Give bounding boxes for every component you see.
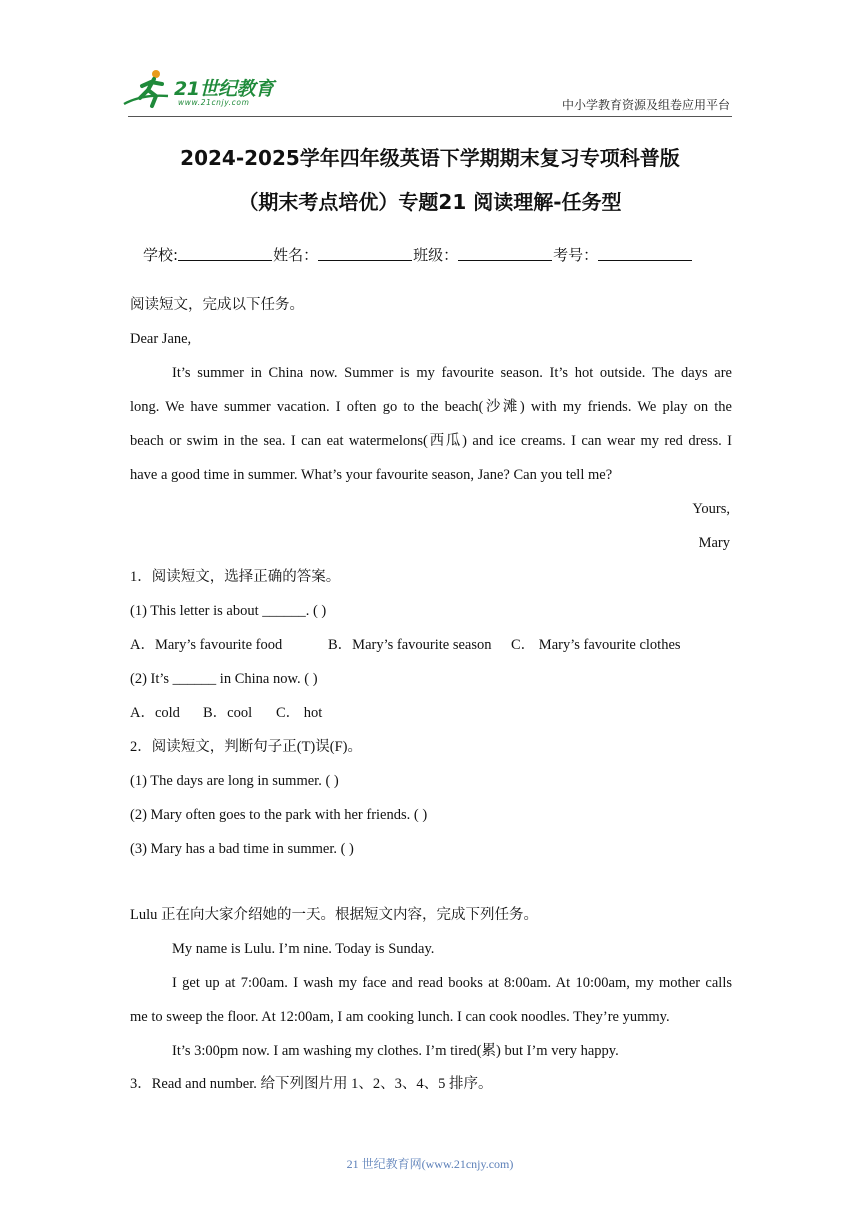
class-label: 班级： (413, 246, 459, 264)
option-b[interactable]: B．Mary’s favourite season (328, 637, 492, 653)
option-a[interactable]: A．cold (130, 705, 180, 721)
letter-body-line: It’s summer in China now. Summer is my favourite season. It’s hot outside. The days are (172, 365, 732, 381)
passage2-paragraph: me to sweep the floor. At 12:00am, I am cooking lunch. I can cook noodles. They’re yummy. (130, 1009, 670, 1025)
school-field[interactable] (178, 246, 272, 261)
question-2-item: (2) Mary often goes to the park with her friends. ( ) (130, 807, 428, 823)
student-info-row (143, 244, 693, 265)
logo-url: www.21cnjy.com (178, 98, 250, 107)
name-field[interactable] (318, 246, 412, 261)
passage2-paragraph: It’s 3:00pm now. I am washing my clothes. I’m tired(累) but I’m very happy. (172, 1043, 619, 1059)
page-footer[interactable]: 21 世纪教育网(www.21cnjy.com) (346, 1157, 514, 1171)
class-field[interactable] (458, 246, 552, 261)
page-subtitle: （期末考点培优）专题21 阅读理解-任务型 (238, 190, 622, 214)
option-c[interactable]: C． Mary’s favourite clothes (511, 637, 681, 653)
option-c[interactable]: C． hot (276, 705, 323, 721)
option-a[interactable]: A．Mary’s favourite food (130, 637, 283, 653)
letter-body-line: beach or swim in the sea. I can eat watermelons(西瓜) and ice creams. I can wear my red dress. I (130, 433, 732, 449)
site-logo (122, 68, 292, 114)
question-1-2: (2) It’s ______ in China now. ( ) (130, 671, 318, 687)
letter-body-line: have a good time in summer. What’s your favourite season, Jane? Can you tell me? (130, 467, 613, 483)
exam-number-field[interactable] (598, 246, 692, 261)
exam-number-label: 考号： (553, 246, 599, 264)
passage1-instruction: 阅读短文，完成以下任务。 (130, 297, 304, 313)
runner-logo-icon (122, 68, 178, 112)
name-label: 姓名： (273, 246, 319, 264)
letter-body-line: long. We have summer vacation. I often go to the beach(沙滩) with my friends. We play on the (130, 399, 732, 415)
passage2-paragraph: I get up at 7:00am. I wash my face and read books at 8:00am. At 10:00am, my mother calls (172, 975, 732, 991)
logo-text: 21世纪教育 (174, 78, 274, 100)
question-1-heading: 1．阅读短文，选择正确的答案。 (130, 569, 341, 585)
passage2-paragraph: My name is Lulu. I’m nine. Today is Sunday. (172, 941, 435, 957)
page-title: 2024-2025学年四年级英语下学期期末复习专项科普版 (180, 146, 680, 170)
option-b[interactable]: B．cool (203, 705, 253, 721)
platform-label: 中小学教育资源及组卷应用平台 (561, 98, 730, 112)
letter-greeting: Dear Jane, (130, 331, 192, 347)
school-label: 学校: (143, 246, 179, 264)
question-3-heading: 3．Read and number. 给下列图片用 1、2、3、4、5 排序。 (130, 1076, 493, 1092)
letter-closing: Yours, (692, 501, 730, 517)
question-2-heading: 2．阅读短文，判断句子正(T)误(F)。 (130, 739, 362, 755)
passage2-instruction: Lulu 正在向大家介绍她的一天。根据短文内容，完成下列任务。 (130, 907, 539, 923)
letter-signature: Mary (698, 535, 730, 551)
question-2-item: (3) Mary has a bad time in summer. ( ) (130, 841, 354, 857)
question-2-item: (1) The days are long in summer. ( ) (130, 773, 339, 789)
header-divider (128, 116, 732, 117)
question-1-1: (1) This letter is about ______. ( ) (130, 603, 327, 619)
